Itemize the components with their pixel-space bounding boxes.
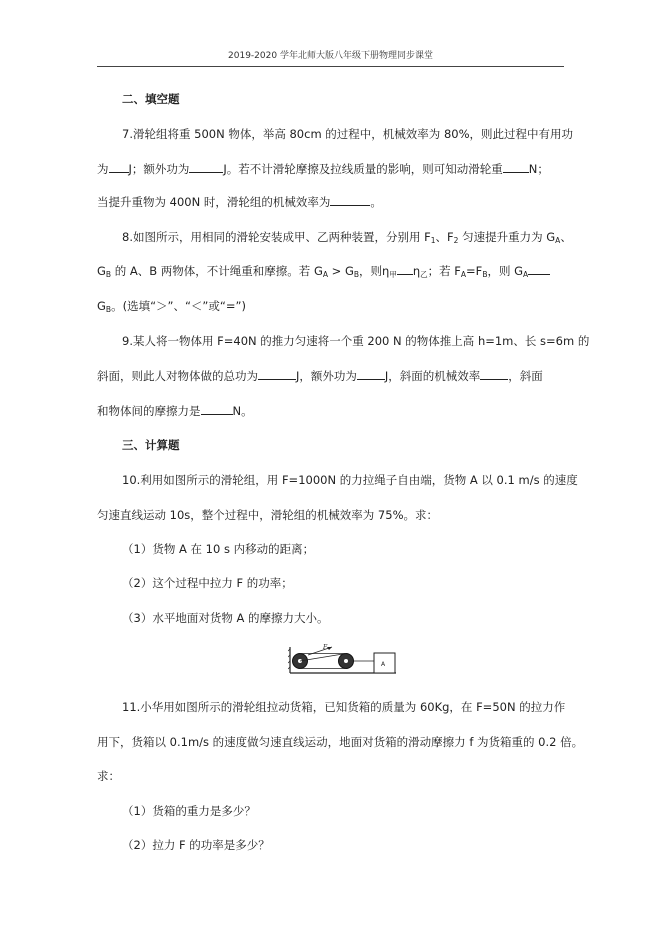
text: 当提升重物为 400N 时，滑轮组的机械效率为	[97, 195, 331, 209]
q7-line1: 7.滑轮组将重 500N 物体，举高 80cm 的过程中，机械效率为 80%，则此过程中有用功	[122, 127, 574, 141]
blank[interactable]	[189, 161, 223, 173]
text: G	[97, 299, 106, 313]
q11-sub1: （1）货箱的重力是多少？	[122, 804, 256, 818]
subscript: B	[105, 305, 112, 314]
q11-line1: 11.小华用如图所示的滑轮组拉动货箱，已知货箱的质量为 60Kg，在 F=50N 的拉力作	[122, 700, 566, 714]
q7-line3	[97, 194, 382, 210]
text: N。	[232, 404, 253, 418]
subscript: 甲	[389, 270, 397, 279]
text: 、F	[435, 230, 454, 244]
blank[interactable]	[480, 368, 508, 380]
q7-line2	[97, 161, 549, 177]
text: 匀速提升重力为 G	[458, 230, 556, 244]
text: G	[97, 264, 106, 278]
header-divider	[97, 66, 564, 67]
force-label: F	[323, 644, 328, 651]
text: 。(选填“＞”、“＜”或“=”)	[111, 299, 246, 313]
blank[interactable]	[258, 368, 296, 380]
blank[interactable]	[528, 263, 550, 275]
text: 8.如图所示，用相同的滑轮安装成甲、乙两种装置，分别用 F	[122, 230, 431, 244]
q11-line3: 求：	[97, 769, 120, 783]
q10-line2: 匀速直线运动 10s，整个过程中，滑轮组的机械效率为 75%。求：	[97, 508, 438, 522]
text: 为	[97, 162, 109, 176]
blank[interactable]	[330, 194, 370, 206]
section-fill-title: 二、填空题	[122, 92, 180, 106]
subscript: 1	[430, 236, 436, 245]
q10-line1: 10.利用如图所示的滑轮组，用 F=1000N 的力拉绳子自由端，货物 A 以 0.1 m/s 的速度	[122, 473, 578, 487]
text: J；额外功为	[128, 162, 190, 176]
blank[interactable]	[503, 161, 529, 173]
pulley-diagram	[288, 643, 398, 675]
text: > G	[328, 264, 354, 278]
subscript: 2	[453, 236, 459, 245]
subscript: A	[555, 236, 561, 245]
q9-line2	[97, 368, 543, 384]
q11-line2: 用下，货箱以 0.1m/s 的速度做匀速直线运动，地面对货箱的滑动摩擦力 f 为货箱重的 0.2 倍。	[97, 735, 584, 749]
movable-pulley-axle	[344, 659, 348, 663]
q11-sub2: （2）拉力 F 的功率是多少？	[122, 838, 270, 852]
block-label: A	[381, 661, 386, 668]
text: J。若不计滑轮摩擦及拉线质量的影响，则可知动滑轮重	[223, 162, 503, 176]
section-calc-title: 三、计算题	[122, 438, 180, 452]
blank[interactable]	[201, 403, 233, 415]
text: ；若 F	[427, 264, 461, 278]
q10-sub1: （1）货物 A 在 10 s 内移动的距离；	[122, 542, 315, 556]
subscript: 乙	[420, 270, 428, 279]
text: ，斜面	[508, 369, 543, 383]
text: 的 A、B 两物体，不计绳重和摩擦。若 G	[111, 264, 323, 278]
blank[interactable]	[397, 263, 413, 275]
blank[interactable]	[357, 368, 385, 380]
subscript: B	[105, 270, 112, 279]
q10-sub2: （2）这个过程中拉力 F 的功率；	[122, 576, 293, 590]
text: η	[412, 264, 421, 278]
text: =F	[466, 264, 483, 278]
q8-line1	[122, 229, 572, 249]
subscript: A	[523, 270, 529, 279]
text: 斜面，则此人对物体做的总功为	[97, 369, 258, 383]
text: 。	[370, 195, 382, 209]
text: N；	[528, 162, 549, 176]
subscript: A	[322, 270, 329, 279]
text: J，额外功为	[296, 369, 357, 383]
q8-line3	[97, 298, 246, 318]
text: ，则 G	[487, 264, 524, 278]
text: 、	[560, 230, 572, 244]
text: ，则η	[359, 264, 390, 278]
text: J，斜面的机械效率	[384, 369, 481, 383]
page-header: 2019-2020 学年北师大版八年级下册物理同步课堂	[228, 51, 433, 61]
subscript: B	[353, 270, 360, 279]
q8-line2	[97, 263, 550, 283]
q10-sub3: （3）水平地面对货物 A 的摩擦力大小。	[122, 611, 329, 625]
subscript: B	[482, 270, 488, 279]
blank[interactable]	[109, 161, 129, 173]
q9-line3	[97, 403, 253, 419]
text: 和物体间的摩擦力是	[97, 404, 201, 418]
q9-line1: 9.某人将一物体用 F=40N 的推力匀速将一个重 200 N 的物体推上高 h=1m、长 s=6m 的	[122, 334, 590, 348]
subscript: A	[460, 270, 467, 279]
